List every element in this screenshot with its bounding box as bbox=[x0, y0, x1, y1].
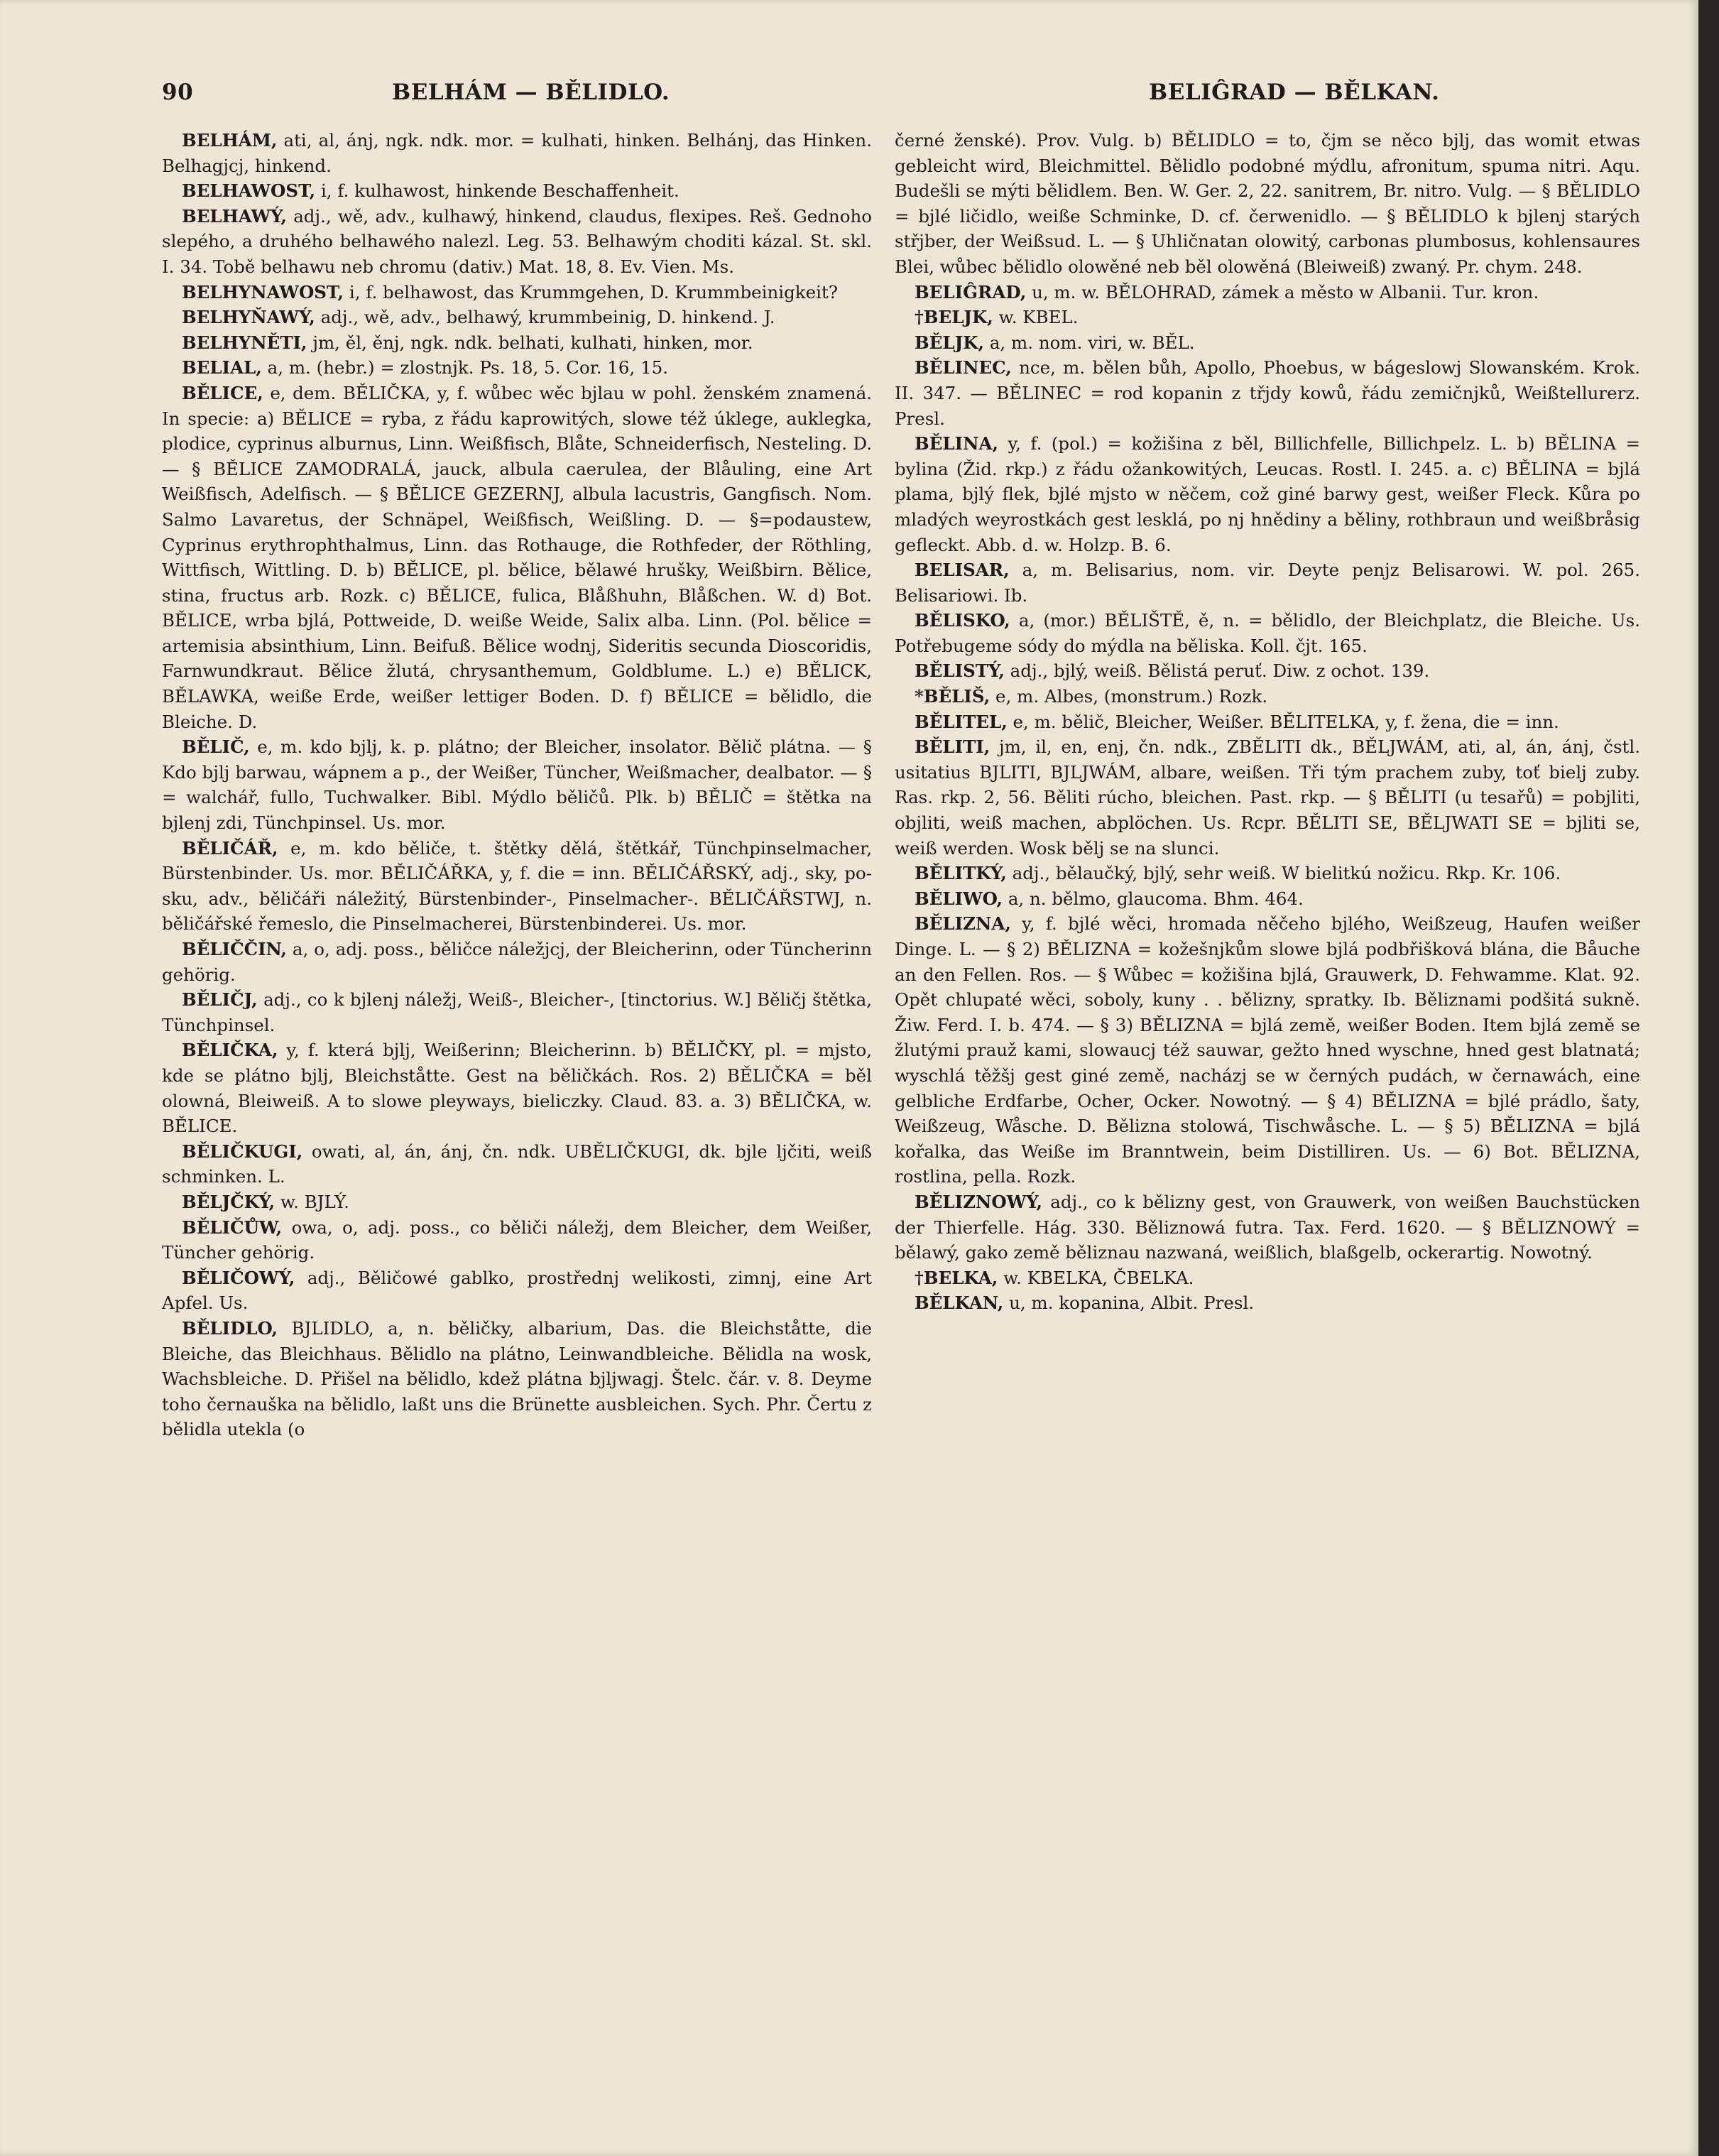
entry-headword: BĚLKAN, bbox=[915, 1292, 1004, 1314]
entry-definition: e, m. kdo běliče, t. štětky dělá, štětkář, Tünchpinselmacher, Bürstenbinder. Us. mor. BĚLIČÁŘKA, y, f. die = inn. BĚLIČÁŘSKÝ, adj., sky, po-sku, adv., běličáři náležitý, Bürstenbinder-, Pinselmacher-. BĚLIČÁŘSTWJ, n. běličářské řemeslo, die Pinselmacherei, Bürstenbinderei. Us. mor. bbox=[162, 837, 872, 935]
entry-headword: BĚLIZNA, bbox=[915, 913, 1011, 935]
entry-definition: e, m. bělič, Bleicher, Weißer. BĚLITELKA, y, f. žena, die = inn. bbox=[1013, 711, 1559, 732]
entry-headword: BĚLITEL, bbox=[915, 711, 1008, 732]
dictionary-entry bbox=[162, 836, 872, 937]
entry-definition: a, (mor.) BĚLIŠTĚ, ě, n. = bělidlo, der Bleichplatz, die Bleiche. Us. Potřebugeme sódy do mýdla na běliska. Koll. čjt. 165. bbox=[895, 610, 1640, 656]
dictionary-entry bbox=[162, 178, 872, 204]
entry-headword: BĚLIČČIN, bbox=[182, 939, 287, 959]
entry-definition: u, m. w. BĚLOHRAD, zámek a město w Albanii. Tur. kron. bbox=[1032, 281, 1539, 303]
entry-headword: BĚLIČJ, bbox=[182, 989, 258, 1011]
entry-headword: BĚLICE, bbox=[182, 382, 263, 403]
entry-headword: BĚLITI, bbox=[915, 736, 991, 758]
dictionary-entry bbox=[162, 128, 872, 178]
dictionary-entry bbox=[895, 305, 1640, 330]
entry-headword: BELHAWOST, bbox=[182, 180, 316, 202]
entry-definition: adj., Běličowé gablko, prostřednj welikosti, zimnj, eine Art Apfel. Us. bbox=[162, 1267, 872, 1314]
entry-headword: BĚLIČŮW, bbox=[182, 1216, 283, 1238]
right-column bbox=[895, 128, 1640, 1316]
dictionary-entry bbox=[895, 355, 1640, 431]
left-column bbox=[162, 128, 872, 1442]
entry-headword: BĚLJČKÝ, bbox=[182, 1191, 275, 1212]
dictionary-entry bbox=[895, 911, 1640, 1189]
right-running-title: BELIĜRAD — BĚLKAN. bbox=[1149, 80, 1440, 105]
entry-definition: černé ženské). Prov. Vulg. b) BĚLIDLO = to, čjm se něco bjlj, das womit etwas gebleicht wird, Bleichmittel. Bělidlo podobné mýdlu, afronitum, spuma nitri. Aqu. Budešli se mýti bělidlem. Ben. W. Ger. 2, 22. sanitrem, Br. nitro. Vulg. — § BĚLIDLO = bjlé ličidlo, weiße Schminke, D. cf. čerwenidlo. — § BĚLIDLO k bjlenj starých střjber, der Weißsud. L. — § Uhličnatan olowitý, carbonas plumbosus, kohlensaures Blei, wůbec bělidlo olowěné neb běl olowěná (Bleiweiß) zwaný. Pr. chym. 248. bbox=[895, 130, 1640, 277]
entry-definition: adj., wě, adv., belhawý, krummbeinig, D. hinkend. J. bbox=[320, 307, 775, 328]
entry-headword: †BELJK, bbox=[915, 307, 993, 328]
entry-headword: BĚLITKÝ, bbox=[915, 863, 1007, 884]
entry-headword: *BĚLIŠ, bbox=[915, 686, 991, 707]
dictionary-entry bbox=[895, 1265, 1640, 1291]
dictionary-entry bbox=[162, 734, 872, 835]
dictionary-entry bbox=[162, 1139, 872, 1189]
entry-definition: owa, o, adj. poss., co běliči náležj, dem Bleicher, dem Weißer, Tüncher gehörig. bbox=[162, 1216, 872, 1263]
entry-definition: a, o, adj. poss., běličce náležjcj, der Bleicherinn, oder Tüncherinn gehörig. bbox=[162, 939, 872, 985]
dictionary-entry bbox=[895, 658, 1640, 684]
entry-headword: †BELKA, bbox=[915, 1267, 998, 1288]
dictionary-entry bbox=[895, 886, 1640, 912]
page-number: 90 bbox=[162, 80, 194, 105]
entry-definition: a, m. Belisarius, nom. vir. Deyte penjz Belisarowi. W. pol. 265. Belisariowi. Ib. bbox=[895, 560, 1640, 606]
dictionary-entry bbox=[162, 204, 872, 280]
entry-definition: i, f. belhawost, das Krummgehen, D. Krummbeinigkeit? bbox=[349, 281, 838, 303]
dictionary-entry bbox=[162, 1265, 872, 1316]
entry-headword: BĚLISKO, bbox=[915, 610, 1010, 631]
entry-definition: e, m. kdo bjlj, k. p. plátno; der Bleicher, insolator. Bělič plátna. — § Kdo bjlj barwau, wápnem a p., der Weißer, Tüncher, Weißmacher, dealbator. — § = walchář, fullo, Tuchwalker. Bibl. Mýdlo běličů. Plk. b) BĚLIČ = štětka na bjlenj zdi, Tünchpinsel. Us. mor. bbox=[162, 736, 873, 834]
entry-definition: jm, il, en, enj, čn. ndk., ZBĚLITI dk., BĚLJWÁM, ati, al, án, ánj, čstl. usitatius BJLITI, BJLJWÁM, albare, weißen. Tři tým prachem zuby, toť bielj zuby. Ras. rkp. 2, 56. Běliti rúcho, bleichen. Past. rkp. — § BĚLITI (u tesařů) = pobjliti, objliti, weiß machen, abplöchen. Us. Rcpr. BĚLITI SE, BĚLJWATI SE = bjliti se, weiß werden. Wosk bělj se na slunci. bbox=[895, 736, 1640, 859]
entry-headword: BELHYŇAWÝ, bbox=[182, 307, 315, 328]
entry-definition: w. KBELKA, ČBELKA. bbox=[1003, 1267, 1194, 1288]
entry-headword: BĚLIČOWÝ, bbox=[182, 1267, 295, 1288]
entry-definition: adj., co k bjlenj náležj, Weiß-, Bleicher-, [tinctorius. W.] Běličj štětka, Tünchpinsel. bbox=[162, 989, 873, 1035]
dictionary-entry bbox=[162, 330, 872, 356]
dictionary-entry bbox=[162, 1038, 872, 1138]
dictionary-entry bbox=[162, 355, 872, 381]
dictionary-entry bbox=[162, 937, 872, 987]
dictionary-entry bbox=[895, 557, 1640, 608]
entry-definition: ati, al, ánj, ngk. ndk. mor. = kulhati, hinken. Belhánj, das Hinken. Belhagjcj, hinkend. bbox=[162, 130, 872, 176]
dictionary-entry bbox=[895, 861, 1640, 886]
entry-headword: BĚLINA, bbox=[915, 433, 999, 454]
entry-headword: BĚLISTÝ, bbox=[915, 660, 1005, 682]
entry-headword: BELHYNĚTI, bbox=[182, 332, 307, 353]
entry-definition: y, f. která bjlj, Weißerinn; Bleicherinn. b) BĚLIČKY, pl. = mjsto, kde se plátno bjlj, Bleichståtte. Gest na běličkách. Ros. 2) BĚLIČKA = běl olowná, Bleiweiß. A to slowe pleyways, bieliczky. Claud. 83. a. 3) BĚLIČKA, w. BĚLICE. bbox=[162, 1040, 872, 1137]
entry-headword: BĚLIDLO, bbox=[182, 1317, 278, 1339]
running-header bbox=[0, 80, 1698, 115]
entry-headword: BELHÁM, bbox=[182, 130, 278, 151]
entry-definition: y, f. (pol.) = kožišina z běl, Billichfelle, Billichpelz. L. b) BĚLINA = bylina (Žid. rkp.) z řádu ožankowitých, Leucas. Rostl. I. 245. a. c) BĚLINA = bjlá plama, bjlý flek, bjlé mjsto w něčem, což giné barwy gest, weißer Fleck. Kůra po mladých weyrostkách gest lesklá, po nj hnědiny a běliny, rothbraun und weißbråsig gefleckt. Abb. d. w. Holzp. B. 6. bbox=[895, 433, 1640, 555]
dictionary-entry bbox=[162, 1215, 872, 1265]
entry-headword: BĚLIČKUGI, bbox=[182, 1140, 303, 1162]
entry-definition: i, f. kulhawost, hinkende Beschaffenheit. bbox=[320, 180, 680, 202]
dictionary-entry bbox=[895, 128, 1640, 280]
entry-definition: e, dem. BĚLIČKA, y, f. wůbec wěc bjlau w pohl. ženském znamená. In specie: a) BĚLICE = ryba, z řádu kaprowitých, slowe též úklege, auklegka, plodice, cyprinus alburnus, Linn. Weißfisch, Blåte, Schneiderfisch, Nesteling. D. — § BĚLICE ZAMODRALÁ, jauck, albula caerulea, der Blåuling, eine Art Weißfisch, Adelfisch. — § BĚLICE GEZERNJ, albula lacustris, Gangfisch. Nom. Salmo Lavaretus, der Schnäpel, Weißfisch, Weißling. D. — §=podaustew, Cyprinus erythrophthalmus, Linn. das Rothauge, die Rothfeder, der Röthling, Wittfisch, Wittling. D. b) BĚLICE, pl. bělice, bělawé hrušky, Weißbirn. Bělice, stina, fructus arb. Rozk. c) BĚLICE, fulica, Blåßhuhn, Blåßchen. W. d) Bot. BĚLICE, wrba bjlá, Pottweide, D. weiße Weide, Salix alba. Linn. (Pol. bělice = artemisia absinthium, Linn. Beifuß. Bělice wodnj, Sideritis secunda Dioscoridis, Farnwundkraut. Bělice žlutá, chrysanthemum, Goldblume. L.) e) BĚLICK, BĚLAWKA, weiße Erde, weißer lettiger Boden. D. f) BĚLICE = bělidlo, die Bleiche. D. bbox=[162, 382, 872, 732]
entry-headword: BĚLIČ, bbox=[182, 736, 250, 758]
book-edge bbox=[1698, 0, 1719, 2156]
entry-headword: BELISAR, bbox=[915, 560, 1010, 581]
dictionary-entry bbox=[895, 330, 1640, 356]
entry-definition: owati, al, án, ánj, čn. ndk. UBĚLIČKUGI, dk. bjle ljčiti, weiß schminken. L. bbox=[162, 1140, 872, 1187]
dictionary-entry bbox=[162, 1316, 872, 1442]
entry-definition: a, m. nom. viri, w. BĚL. bbox=[989, 332, 1195, 353]
dictionary-entry bbox=[895, 280, 1640, 305]
entry-headword: BELHAWÝ, bbox=[182, 205, 287, 227]
dictionary-entry bbox=[162, 1189, 872, 1215]
entry-headword: BĚLINEC, bbox=[915, 357, 1012, 379]
dictionary-entry bbox=[162, 987, 872, 1038]
entry-definition: u, m. kopanina, Albit. Presl. bbox=[1009, 1292, 1255, 1314]
entry-headword: BĚLIWO, bbox=[915, 888, 1003, 909]
dictionary-entry bbox=[162, 305, 872, 330]
entry-headword: BELHYNAWOST, bbox=[182, 281, 344, 303]
entry-definition: a, n. bělmo, glaucoma. Bhm. 464. bbox=[1008, 888, 1304, 909]
entry-definition: y, f. bjlé wěci, hromada něčeho bjlého, Weißzeug, Haufen weißer Dinge. L. — § 2) BĚLIZNA = kožešnjkům slowe bjlá podbřišková blána, die Båuche an den Fellen. Ros. — § Wůbec = kožišina bjlá, Grauwerk, D. Fehwamme. Klat. 92. Opět chlupaté wěci, soboly, kuny . . bělizny, spratky. Ib. Běliznami podšitá sukně. Žiw. Ferd. I. b. 474. — § 3) BĚLIZNA = bjlá země, weißer Boden. Item bjlá země se žlutými prauž kami, slowaucj též sauwar, gežto hned wyschne, hned gest blatnatá; wyschlá těžšj gest giné země, nacházj se w černých pudách, w černawách, eine gelbliche Erdfarbe, Ocher, Ocker. Nowotný. — § 4) BĚLIZNA = bjlé prádlo, šaty, Weißzeug, Wåsche. D. Bělizna stolowá, Tischwåsche. L. — § 5) BĚLIZNA = bjlá kořalka, das Weiße im Branntwein, beim Distilliren. Us. — 6) Bot. BĚLIZNA, rostlina, pella. Rozk. bbox=[895, 913, 1640, 1187]
entry-definition: adj., bělaučký, bjlý, sehr weiß. W bielitkú nožicu. Rkp. Kr. 106. bbox=[1012, 863, 1561, 884]
entry-definition: e, m. Albes, (monstrum.) Rozk. bbox=[995, 686, 1268, 707]
dictionary-entry bbox=[895, 734, 1640, 861]
dictionary-entry bbox=[895, 1290, 1640, 1316]
dictionary-entry bbox=[162, 280, 872, 305]
entry-definition: adj., co k bělizny gest, von Grauwerk, von weißen Bauchstücken der Thierfelle. Hág. 330. Běliznowá futra. Tax. Ferd. 1620. — § BĚLIZNOWÝ = bělawý, gako země běliznau nazwaná, weißlich, blaßgelb, ockerartig. Nowotný. bbox=[895, 1191, 1641, 1263]
entry-headword: BELIAL, bbox=[182, 357, 262, 379]
entry-definition: adj., bjlý, weiß. Bělistá peruť. Diw. z ochot. 139. bbox=[1010, 660, 1430, 682]
entry-definition: a, m. (hebr.) = zlostnjk. Ps. 18, 5. Cor. 16, 15. bbox=[267, 357, 669, 379]
dictionary-entry bbox=[895, 1189, 1640, 1265]
entry-headword: BĚLJK, bbox=[915, 332, 985, 353]
dictionary-entry bbox=[895, 709, 1640, 735]
entry-headword: BĚLIČÁŘ, bbox=[182, 837, 278, 859]
dictionary-entry bbox=[162, 381, 872, 734]
entry-definition: w. BJLÝ. bbox=[280, 1191, 349, 1212]
left-running-title: BELHÁM — BĚLIDLO. bbox=[392, 80, 670, 105]
entry-definition: BJLIDLO, a, n. běličky, albarium, Das. die Bleichståtte, die Bleiche, das Bleichhaus. Bělidlo na plátno, Leinwandbleiche. Bělidla na wosk, Wachsbleiche. D. Přišel na bělidlo, kdež plátna bjljwagj. Štelc. čár. v. 8. Deyme toho černauška na bělidlo, laßt uns die Brünette ausbleichen. Sych. Phr. Čertu z bělidla utekla (o bbox=[162, 1317, 872, 1440]
entry-headword: BĚLIČKA, bbox=[182, 1040, 278, 1061]
entry-definition: adj., wě, adv., kulhawý, hinkend, claudus, flexipes. Reš. Gednoho slepého, a druhého belhawého nalezl. Leg. 53. Belhawým choditi kázal. St. skl. I. 34. Tobě belhawu neb chromu (dativ.) Mat. 18, 8. Ev. Vien. Ms. bbox=[162, 205, 872, 277]
entry-headword: BELIĜRAD, bbox=[915, 281, 1027, 303]
entry-headword: BĚLIZNOWÝ, bbox=[915, 1191, 1043, 1212]
dictionary-entry bbox=[895, 608, 1640, 658]
dictionary-entry bbox=[895, 684, 1640, 709]
entry-definition: jm, ěl, ěnj, ngk. ndk. belhati, kulhati, hinken, mor. bbox=[312, 332, 753, 353]
entry-definition: nce, m. bělen bůh, Apollo, Phoebus, w bágeslowj Slowanském. Krok. II. 347. — BĚLINEC = rod kopanin z třjdy kowů, řádu zemičnjků, Weißtellurerz. Presl. bbox=[895, 357, 1640, 429]
entry-definition: w. KBEL. bbox=[998, 307, 1079, 328]
dictionary-entry bbox=[895, 431, 1640, 557]
